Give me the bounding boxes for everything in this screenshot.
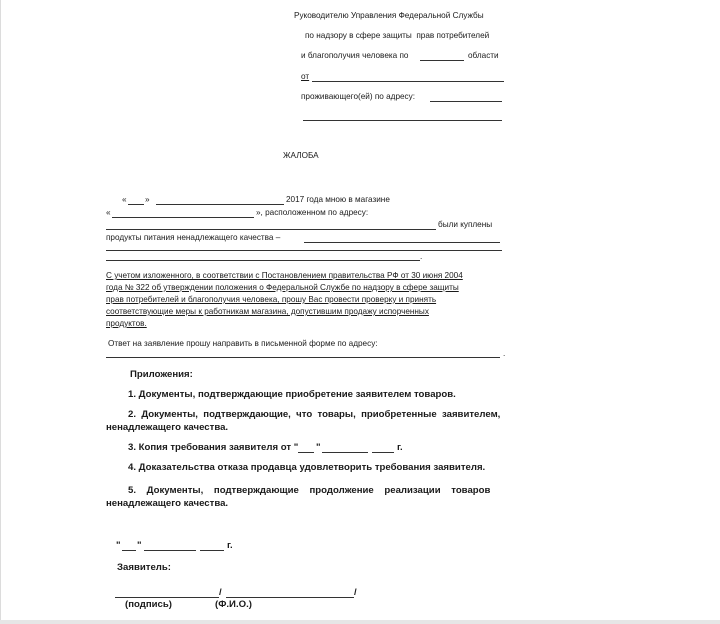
day-blank[interactable] <box>128 204 144 205</box>
applicant-label: Заявитель: <box>117 562 171 573</box>
fio-caption: (Ф.И.О.) <box>215 599 252 610</box>
law-line-2: года № 322 об утверждении положения о Федеральной Службе по надзору в сфере защиты <box>106 283 459 292</box>
attachment-item-2-cont: ненадлежащего качества. <box>106 422 229 433</box>
document-title: ЖАЛОБА <box>283 151 319 160</box>
header-line-3: и благополучия человека по <box>301 51 409 60</box>
header-line-3-end: области <box>468 51 499 60</box>
day-close-quote: » <box>145 195 150 204</box>
products-blank-1[interactable] <box>304 242 500 243</box>
store-name-blank[interactable] <box>112 217 254 218</box>
store-address-blank[interactable] <box>106 229 436 230</box>
signature-slash-left: / <box>219 587 222 598</box>
attachment-item-1: 1. Документы, подтверждающие приобретение заявителем товаров. <box>128 389 456 400</box>
scan-edge-bottom <box>0 620 720 624</box>
date-open-quote: " <box>116 540 121 551</box>
signature-caption: (подпись) <box>125 599 172 610</box>
reply-address-blank[interactable] <box>106 357 500 358</box>
attachment-item-5: 5. Документы, подтверждающие продолжение реализации товаров <box>128 485 491 496</box>
purchased-text: были куплены <box>438 220 493 229</box>
applicant-name-blank[interactable] <box>312 81 504 82</box>
attachments-heading: Приложения: <box>130 369 193 380</box>
header-from-label: от <box>301 72 310 81</box>
law-line-1: С учетом изложенного, в соответствии с Постановлением правительства РФ от 30 июня 2004 <box>106 271 463 280</box>
signature-slash-right: / <box>354 587 357 598</box>
month-blank[interactable] <box>156 204 284 205</box>
attachment-item-2: 2. Документы, подтверждающие, что товары, приобретенные заявителем, <box>128 409 501 420</box>
header-line-1: Руководителю Управления Федеральной Службы <box>294 11 484 20</box>
date-close-quote: " <box>137 540 142 551</box>
date-day-blank[interactable] <box>122 550 136 551</box>
attachment-item-3-quote: " <box>316 442 321 453</box>
applicant-address-blank-2[interactable] <box>303 120 502 121</box>
products-blank-2[interactable] <box>106 250 502 251</box>
reply-address-text: Ответ на заявление прошу направить в письменной форме по адресу: <box>108 339 378 348</box>
attachment-item-4: 4. Доказательства отказа продавца удовлетворить требования заявителя. <box>128 462 486 473</box>
item3-year-blank[interactable] <box>372 452 394 453</box>
products-blank-3[interactable] <box>106 260 420 261</box>
fio-blank[interactable] <box>226 597 354 598</box>
date-month-blank[interactable] <box>144 550 196 551</box>
law-line-4: соответствующие меры к работникам магазина, допустившим продажу испорченных <box>106 307 429 316</box>
products-end-dot: . <box>420 252 423 261</box>
attachment-item-5-cont: ненадлежащего качества. <box>106 498 229 509</box>
signature-blank[interactable] <box>115 597 219 598</box>
item3-month-blank[interactable] <box>322 452 368 453</box>
store-location-text: », расположенном по адресу: <box>256 208 369 217</box>
products-text: продукты питания ненадлежащего качества – <box>106 233 281 242</box>
reply-end-dot: . <box>503 349 506 358</box>
attachment-item-3: 3. Копия требования заявителя от " <box>128 442 299 453</box>
applicant-address-blank-1[interactable] <box>430 101 502 102</box>
day-open-quote: « <box>122 195 127 204</box>
law-line-3: прав потребителей и благополучия человека, прошу Вас провести проверку и принять <box>106 295 437 304</box>
header-address-label: проживающего(ей) по адресу: <box>301 92 416 101</box>
scan-edge-left <box>0 0 1 624</box>
header-line-2: по надзору в сфере защиты прав потребителей <box>305 31 490 40</box>
law-line-5: продуктов. <box>106 319 147 328</box>
store-open-quote: « <box>106 208 111 217</box>
attachment-item-3-year: г. <box>397 442 403 453</box>
date-year-suffix: г. <box>227 540 233 551</box>
item3-day-blank[interactable] <box>298 452 314 453</box>
purchase-year-text: 2017 года мною в магазине <box>286 195 390 204</box>
date-year-blank[interactable] <box>200 550 224 551</box>
region-blank[interactable] <box>420 60 464 61</box>
